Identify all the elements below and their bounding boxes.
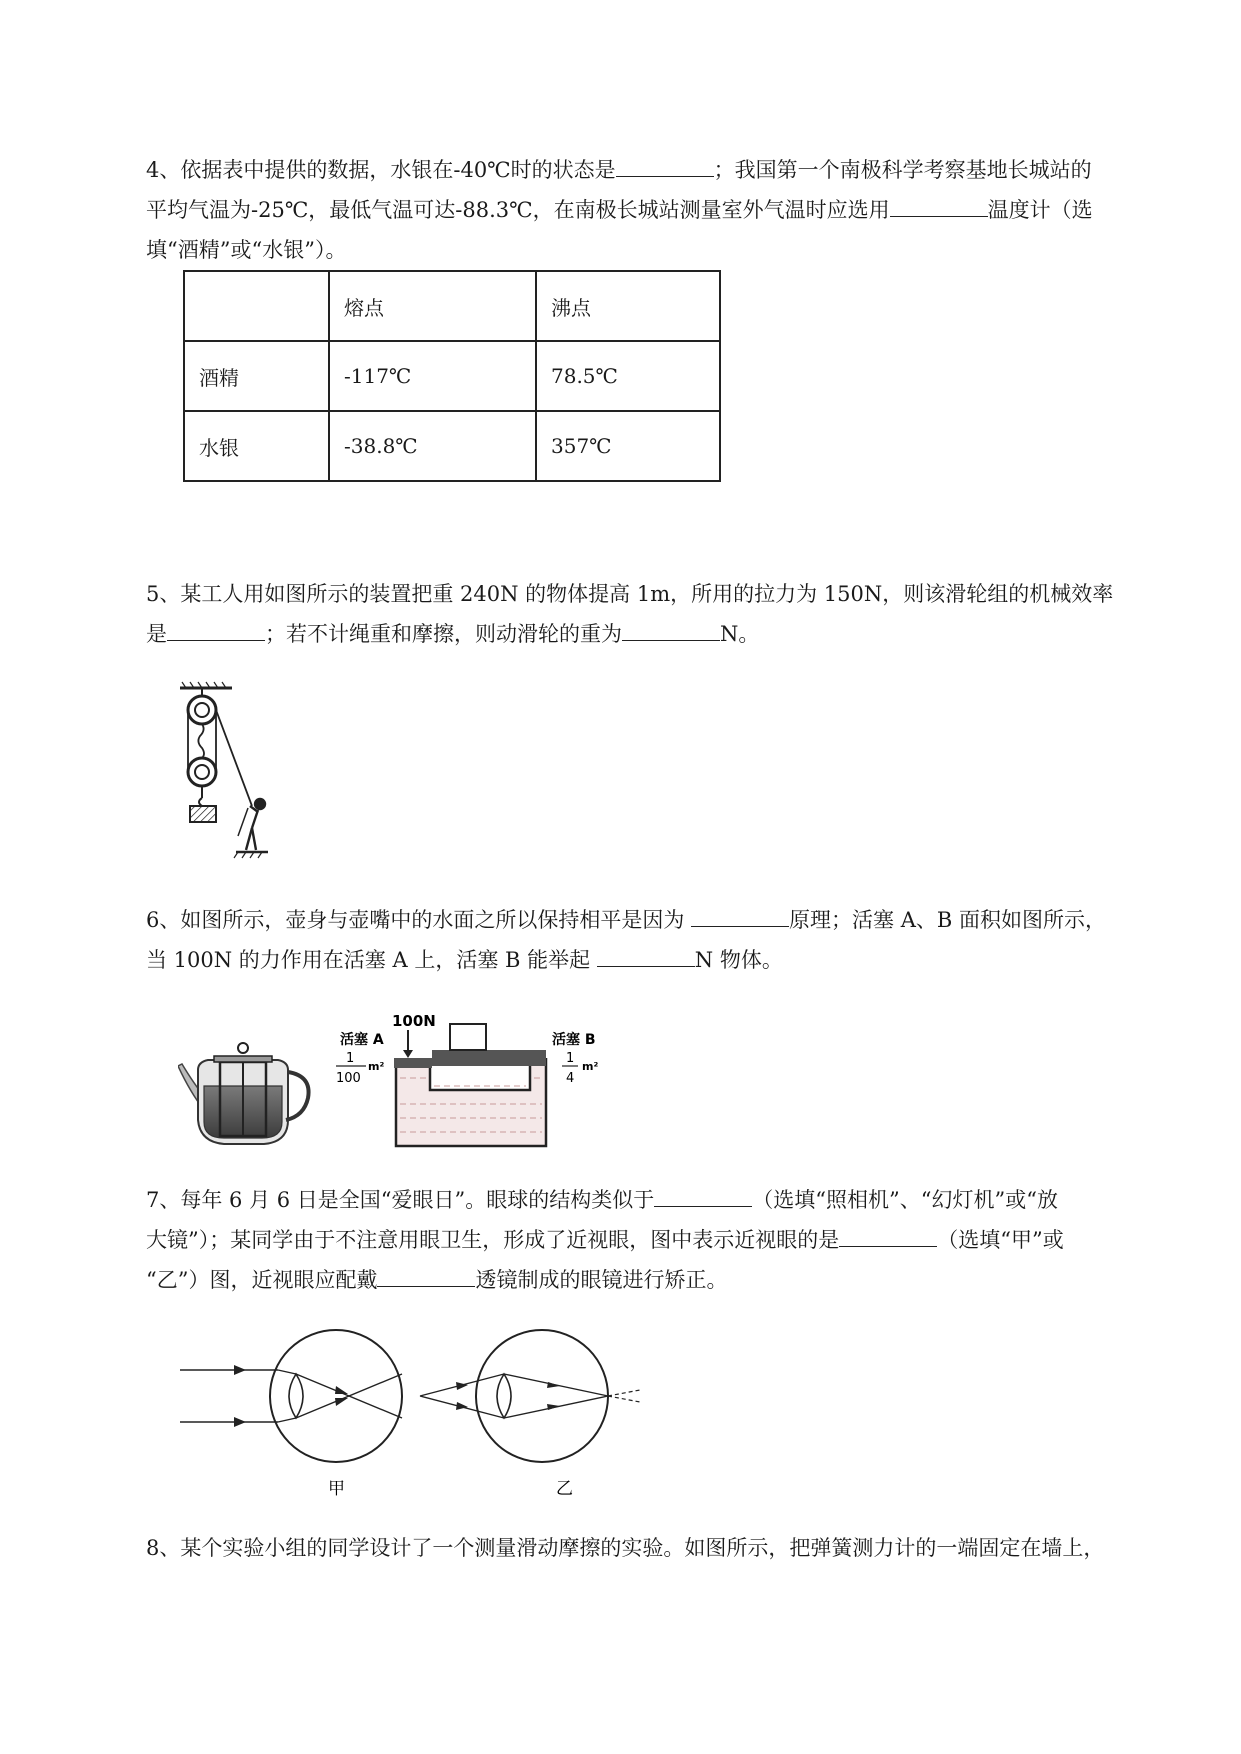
weight-block bbox=[190, 806, 216, 822]
eye-diagram bbox=[170, 1318, 650, 1508]
table-header-cell bbox=[184, 271, 329, 341]
q5-text: 是 bbox=[146, 622, 167, 646]
q5-text: 5、某工人用如图所示的装置把重 240N 的物体提高 1m，所用的拉力为 150N，则该滑轮组的机械效率 bbox=[146, 582, 1114, 606]
answer-blank[interactable] bbox=[167, 618, 265, 641]
q7-text: （选填“甲”或 bbox=[937, 1228, 1064, 1252]
table-header-row bbox=[184, 271, 720, 341]
q7-text: 透镜制成的眼镜进行矫正。 bbox=[475, 1268, 728, 1292]
q7-text: 大镜”）；某同学由于不注意用眼卫生，形成了近视眼，图中表示近视眼的是 bbox=[146, 1228, 840, 1252]
q5-text: ；若不计绳重和摩擦，则动滑轮的重为 bbox=[265, 622, 622, 646]
answer-blank[interactable] bbox=[597, 944, 695, 967]
table-row bbox=[184, 341, 720, 411]
q4-text: ；我国第一个南极科学考察基地长城站的 bbox=[713, 158, 1092, 182]
q4-text: 温度计（选 bbox=[987, 198, 1093, 222]
area-a-numerator: 1 bbox=[346, 1051, 355, 1066]
hydraulic-figure bbox=[330, 1008, 620, 1158]
area-a-denominator: 100 bbox=[336, 1071, 361, 1086]
table-header-cell: 沸点 bbox=[536, 271, 720, 341]
q7-text: 7、每年 6 月 6 日是全国“爱眼日”。眼球的结构类似于 bbox=[146, 1188, 655, 1212]
pulley-figure bbox=[172, 680, 282, 860]
label-yi: 乙 bbox=[556, 1479, 573, 1499]
force-arrowhead bbox=[403, 1050, 413, 1058]
answer-blank[interactable] bbox=[890, 194, 988, 217]
melting-boiling-table bbox=[183, 270, 721, 482]
hydraulic-liquid bbox=[396, 1058, 546, 1146]
answer-blank[interactable] bbox=[622, 618, 720, 641]
table-cell: -117℃ bbox=[329, 341, 536, 411]
lid-knob bbox=[238, 1043, 248, 1053]
question-6 bbox=[146, 900, 1156, 980]
eye-jia bbox=[180, 1330, 402, 1462]
piston-a bbox=[394, 1058, 432, 1068]
teapot-handle bbox=[286, 1072, 309, 1120]
table-row bbox=[184, 411, 720, 481]
fixed-pulley-axle bbox=[195, 703, 209, 717]
q8-text: 8、某个实验小组的同学设计了一个测量滑动摩擦的实验。如图所示，把弹簧测力计的一端固定在墙上， bbox=[146, 1536, 1105, 1560]
q6-text: 6、如图所示，壶身与壶嘴中的水面之所以保持相平是因为 bbox=[146, 908, 692, 932]
teapot-lid bbox=[214, 1056, 272, 1062]
q4-text: 填“酒精”或“水银”）。 bbox=[146, 238, 347, 262]
table-header-cell: 熔点 bbox=[329, 271, 536, 341]
piston-b-label: 活塞 B bbox=[552, 1032, 596, 1048]
eye-yi bbox=[420, 1330, 640, 1462]
q4-text: 4、依据表中提供的数据，水银在-40℃时的状态是 bbox=[146, 158, 616, 182]
load-block bbox=[450, 1024, 486, 1050]
area-b-numerator: 1 bbox=[566, 1051, 575, 1066]
q6-text: N 物体。 bbox=[694, 948, 783, 972]
area-a-unit: m² bbox=[368, 1060, 385, 1073]
piston-a-label: 活塞 A bbox=[340, 1032, 384, 1048]
answer-blank[interactable] bbox=[691, 904, 789, 927]
area-b-unit: m² bbox=[582, 1060, 599, 1073]
q7-text: “乙”）图，近视眼应配戴 bbox=[146, 1268, 378, 1292]
answer-blank[interactable] bbox=[616, 154, 714, 177]
teapot-figure bbox=[178, 1040, 328, 1150]
table-cell: 357℃ bbox=[536, 411, 720, 481]
moving-pulley-axle bbox=[195, 765, 209, 779]
answer-blank[interactable] bbox=[377, 1264, 475, 1287]
hook-curve bbox=[199, 798, 202, 806]
answer-blank[interactable] bbox=[654, 1184, 752, 1207]
question-5 bbox=[146, 574, 1156, 654]
piston-b bbox=[432, 1050, 546, 1066]
table-cell: 78.5℃ bbox=[536, 341, 720, 411]
area-b-denominator: 4 bbox=[566, 1071, 575, 1086]
question-7 bbox=[146, 1180, 1156, 1300]
answer-blank[interactable] bbox=[839, 1224, 937, 1247]
q5-text: N。 bbox=[720, 622, 760, 646]
label-jia: 甲 bbox=[328, 1479, 345, 1499]
table-cell: 水银 bbox=[184, 411, 329, 481]
force-label: 100N bbox=[392, 1012, 436, 1030]
question-4 bbox=[146, 150, 1156, 270]
q4-text: 平均气温为-25℃，最低气温可达-88.3℃，在南极长城站测量室外气温时应选用 bbox=[146, 198, 890, 222]
rope-end bbox=[238, 808, 248, 836]
q6-text: 原理；活塞 A、B 面积如图所示， bbox=[789, 908, 1106, 932]
table-cell: -38.8℃ bbox=[329, 411, 536, 481]
worker bbox=[246, 799, 265, 850]
q6-text: 当 100N 的力作用在活塞 A 上，活塞 B 能举起 bbox=[146, 948, 597, 972]
table-cell: 酒精 bbox=[184, 341, 329, 411]
q7-text: （选填“照相机”、“幻灯机”或“放 bbox=[752, 1188, 1058, 1212]
question-8 bbox=[146, 1528, 1156, 1568]
